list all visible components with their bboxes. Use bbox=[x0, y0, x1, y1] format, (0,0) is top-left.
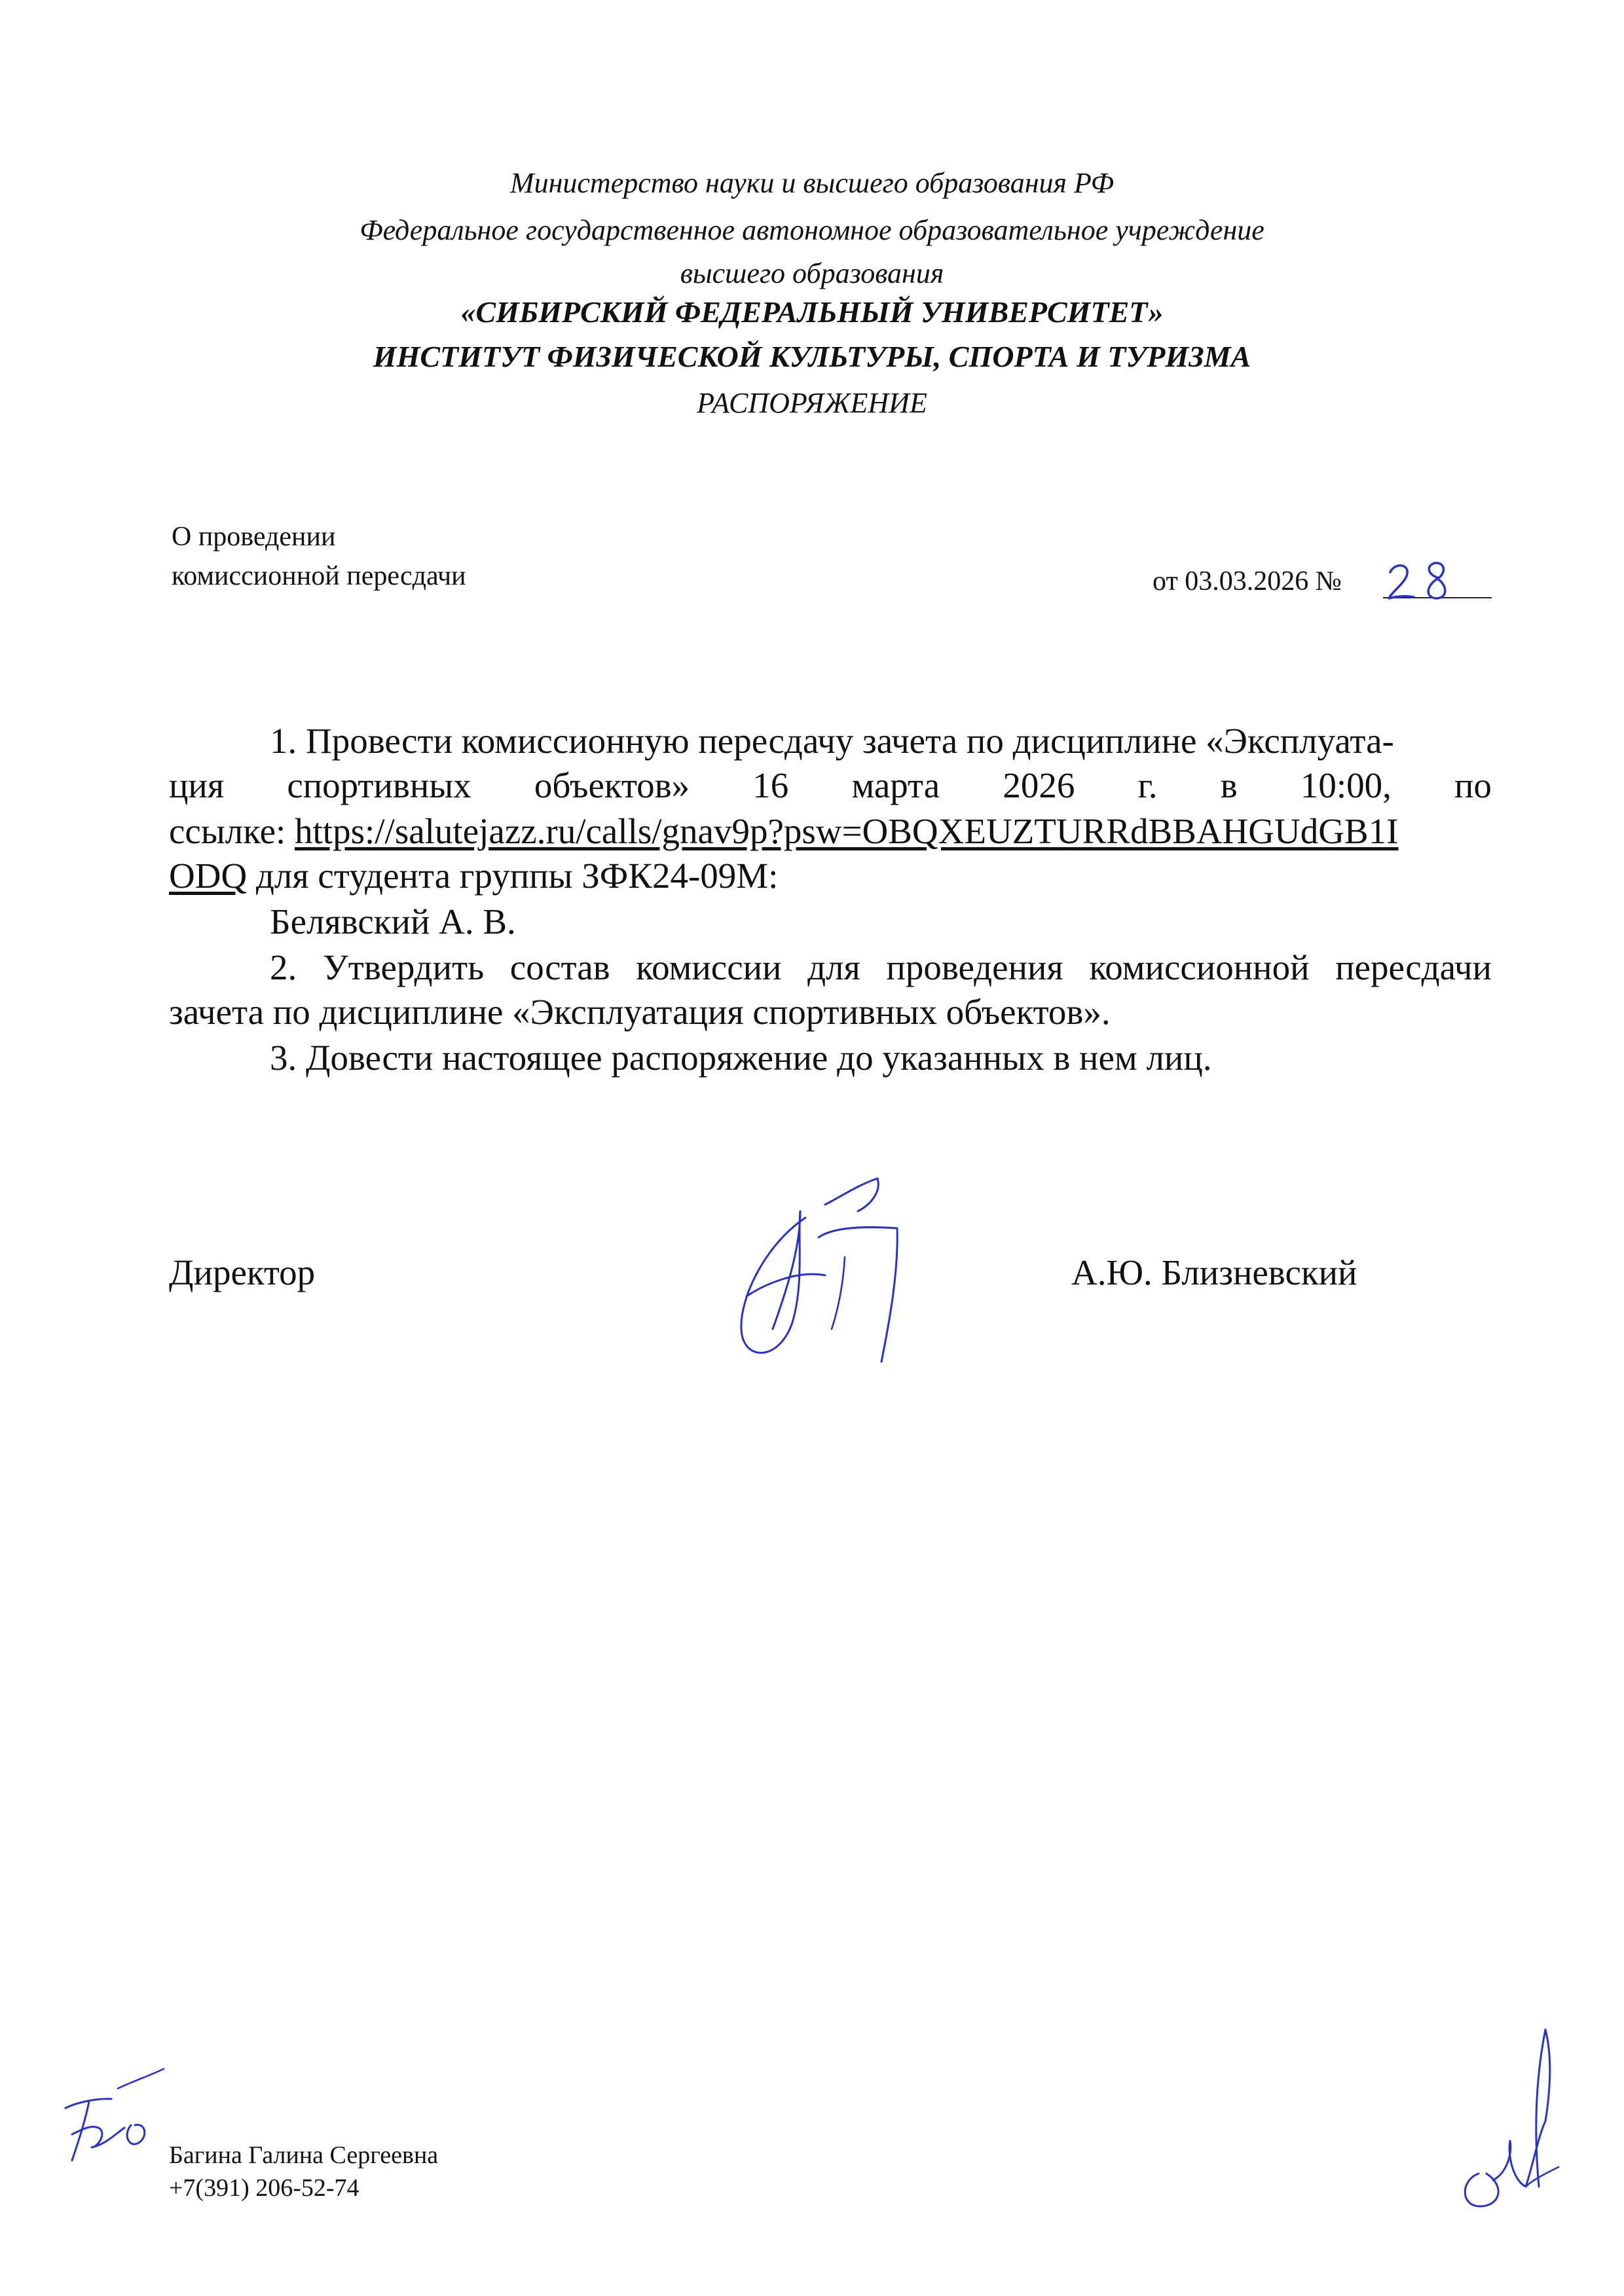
word: 2026 bbox=[1003, 765, 1075, 805]
document-type: РАСПОРЯЖЕНИЕ bbox=[697, 387, 927, 419]
item-1-line-1: 1. Провести комиссионную пересдачу зачета по дисциплине «Эксплуата- bbox=[270, 721, 1394, 761]
word: спортивных bbox=[287, 765, 471, 805]
word: Утвердить bbox=[322, 947, 485, 987]
word: г. bbox=[1137, 765, 1158, 805]
institution-type-line: Федеральное государственное автономное образовательное учреждение bbox=[360, 214, 1264, 246]
word: для bbox=[807, 947, 860, 987]
order-date-number: от 03.03.2026 № bbox=[1153, 566, 1342, 596]
institute-name: ИНСТИТУТ ФИЗИЧЕСКОЙ КУЛЬТУРЫ, СПОРТА И ТУРИЗМА bbox=[373, 340, 1251, 373]
item-1-line-3 bbox=[169, 811, 1398, 852]
signatory-position: Директор bbox=[169, 1252, 316, 1292]
word: проведения bbox=[886, 947, 1063, 987]
word: пересдачи bbox=[1335, 947, 1492, 987]
item-3: 3. Довести настоящее распоряжение до указанных в нем лиц. bbox=[270, 1038, 1212, 1078]
item-1-line-4 bbox=[169, 855, 778, 896]
word: комиссии bbox=[636, 947, 782, 987]
word: объектов» bbox=[534, 765, 690, 805]
university-name: «СИБИРСКИЙ ФЕДЕРАЛЬНЫЙ УНИВЕРСИТЕТ» bbox=[460, 295, 1164, 329]
word: 16 bbox=[752, 765, 789, 805]
subject-line-1: О проведении bbox=[172, 522, 336, 552]
contact-name: Багина Галина Сергеевна bbox=[169, 2141, 439, 2169]
word: марта bbox=[851, 765, 940, 805]
student-name: Белявский А. В. bbox=[270, 902, 516, 941]
approval-initials-signature bbox=[1447, 2023, 1578, 2213]
word: состав bbox=[509, 947, 610, 987]
word: в bbox=[1220, 765, 1238, 805]
contact-initials-signature bbox=[52, 2062, 170, 2167]
director-signature bbox=[727, 1165, 923, 1381]
ministry-line: Министерство науки и высшего образования РФ bbox=[509, 167, 1115, 199]
meeting-link[interactable]: https://salutejazz.ru/calls/gnav9p?psw=OBQXEUZTURRdBBAHGUdGB1I bbox=[295, 811, 1399, 851]
word: ция bbox=[169, 765, 225, 805]
student-group-text: для студента группы ЗФК24-09М: bbox=[247, 856, 779, 896]
institution-type-line-2: высшего образования bbox=[680, 257, 944, 289]
subject-line-2: комиссионной пересдачи bbox=[172, 561, 466, 591]
word: 2. bbox=[270, 947, 297, 987]
item-2-line-2: зачета по дисциплине «Эксплуатация спортивных объектов». bbox=[169, 992, 1111, 1032]
word: по bbox=[1454, 765, 1492, 805]
handwritten-order-number bbox=[1385, 558, 1457, 604]
contact-phone: +7(391) 206-52-74 bbox=[169, 2174, 360, 2202]
word: 10:00, bbox=[1300, 765, 1392, 805]
item-1-line-2 bbox=[169, 765, 1492, 806]
word: комиссионной bbox=[1089, 947, 1310, 987]
link-prefix: ссылке: bbox=[169, 811, 295, 851]
item-2-line-1 bbox=[270, 947, 1492, 988]
signatory-name: А.Ю. Близневский bbox=[1071, 1252, 1357, 1292]
meeting-link-continuation[interactable]: ODQ bbox=[169, 856, 248, 896]
